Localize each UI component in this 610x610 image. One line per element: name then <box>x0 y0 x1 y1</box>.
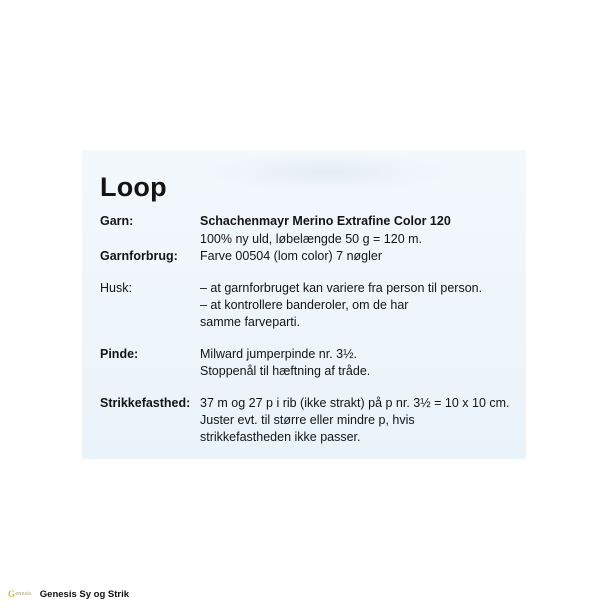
pattern-card <box>82 150 526 459</box>
value-husk-line3: samme farveparti. <box>200 315 301 329</box>
footer <box>8 586 129 602</box>
label-pinde: Pinde: <box>100 347 139 361</box>
label-garn: Garn: <box>100 214 134 228</box>
value-garn-line1: Schachenmayr Merino Extrafine Color 120 <box>200 214 451 228</box>
value-garn-line2: 100% ny uld, løbelængde 50 g = 120 m. <box>200 232 423 246</box>
brand-name: Genesis Sy og Strik <box>39 588 130 600</box>
value-strikkefasthed-line2: Juster evt. til større eller mindre p, hvis <box>200 413 415 427</box>
pattern-title: Loop <box>100 172 167 202</box>
logo-initial: G <box>8 589 16 599</box>
value-pinde-line1: Milward jumperpinde nr. 3½. <box>200 347 358 361</box>
value-strikkefasthed-line1: 37 m og 27 p i rib (ikke strakt) på p nr. 3½ = 10 x 10 cm. <box>200 396 510 410</box>
logo-text: enesis <box>15 591 32 597</box>
value-pinde-line2: Stoppenål til hæftning af tråde. <box>200 364 371 378</box>
value-strikkefasthed-line3: strikkefastheden ikke passer. <box>200 430 361 444</box>
label-strikkefasthed: Strikkefasthed: <box>100 396 191 410</box>
value-husk-line2: – at kontrollere banderoler, om de har <box>200 298 409 312</box>
genesis-logo <box>8 589 32 599</box>
background-texture <box>202 152 452 192</box>
label-husk: Husk: <box>100 281 132 295</box>
value-garnforbrug: Farve 00504 (lom color) 7 nøgler <box>200 249 383 263</box>
value-husk-line1: – at garnforbruget kan variere fra person til person. <box>200 281 483 295</box>
label-garnforbrug: Garnforbrug: <box>100 249 178 263</box>
